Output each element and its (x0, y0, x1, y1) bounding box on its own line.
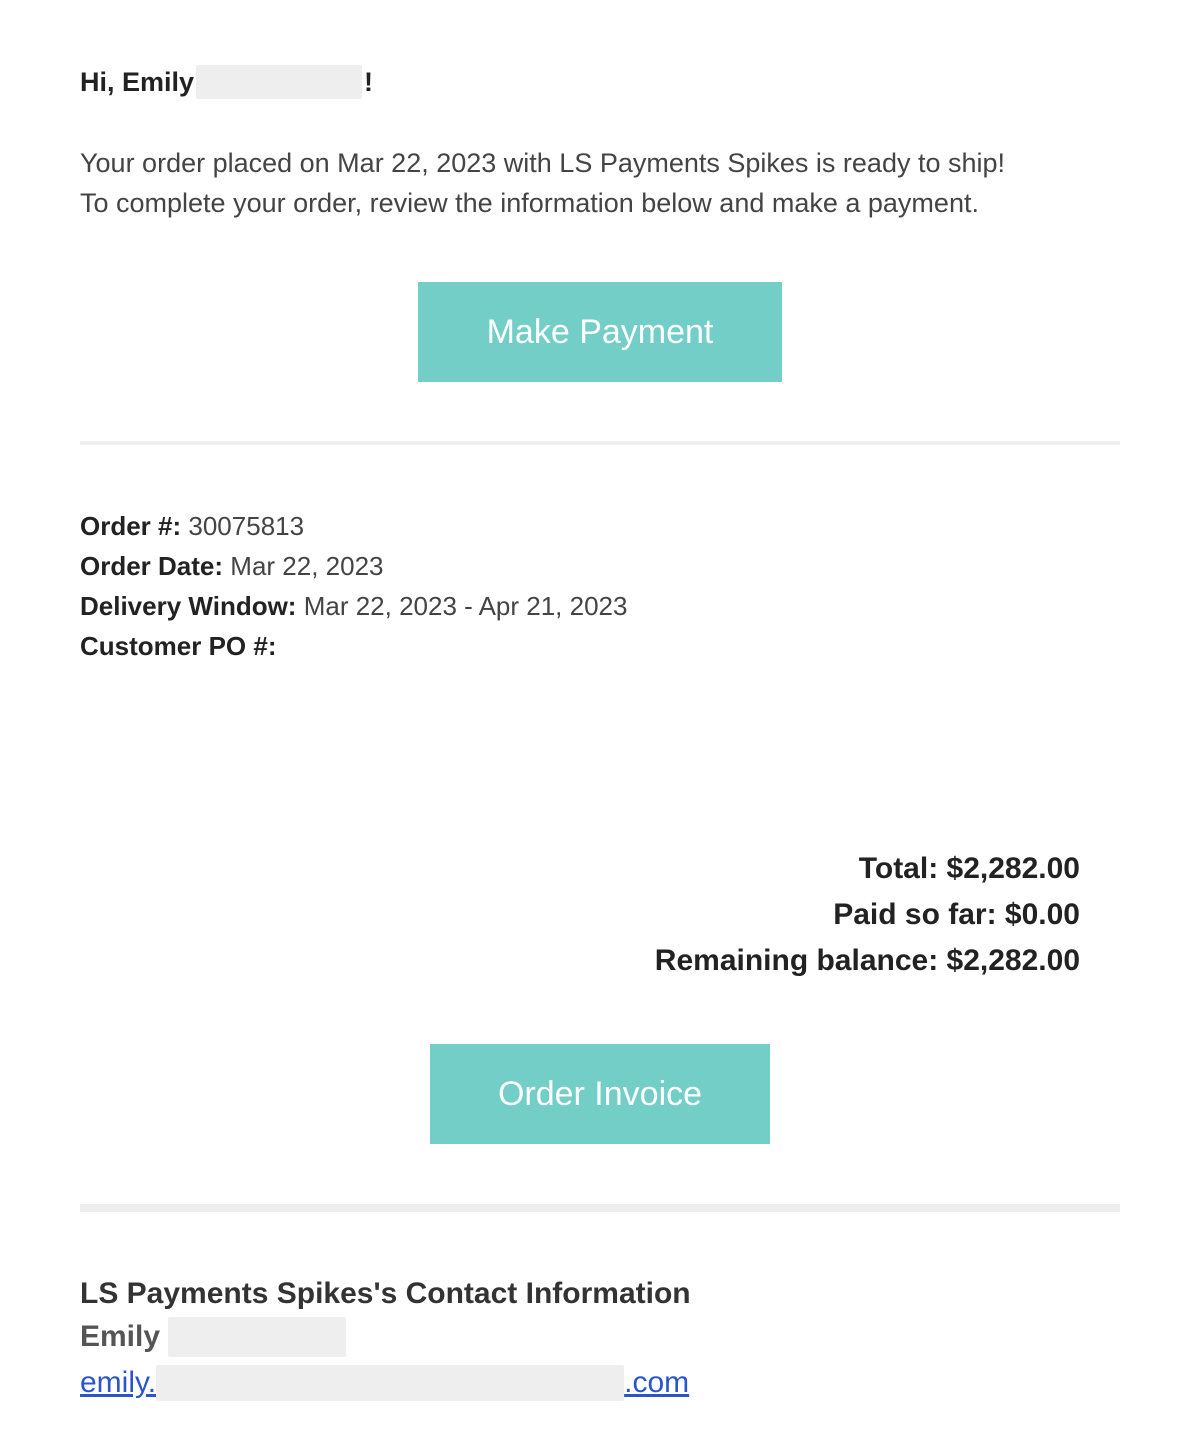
redacted-last-name (168, 1317, 346, 1357)
greeting (80, 64, 373, 100)
customer-po-row (80, 626, 627, 666)
email-prefix: emily. (80, 1366, 157, 1399)
customer-po-label: Customer PO #: (80, 631, 277, 661)
divider (80, 1204, 1120, 1212)
intro-message (80, 143, 1160, 223)
divider (80, 441, 1120, 445)
contact-email-link[interactable] (80, 1360, 691, 1406)
order-date-row (80, 546, 627, 586)
contact-info (80, 1274, 691, 1406)
paid-so-far: Paid so far: $0.00 (833, 898, 1080, 931)
order-date-label: Order Date: (80, 551, 224, 581)
contact-first-name: Emily (80, 1320, 161, 1353)
delivery-window-label: Delivery Window: (80, 591, 297, 621)
order-date-value: Mar 22, 2023 (230, 551, 384, 581)
contact-title: LS Payments Spikes's Contact Information (80, 1277, 691, 1310)
redacted-email (156, 1365, 624, 1401)
delivery-window-value: Mar 22, 2023 - Apr 21, 2023 (303, 591, 628, 621)
order-number-label: Order #: (80, 511, 182, 541)
greeting-prefix: Hi, Emily (80, 66, 195, 97)
make-payment-button[interactable]: Make Payment (418, 282, 782, 382)
intro-line-2: To complete your order, review the information below and make a payment. (80, 188, 979, 218)
delivery-window-row (80, 586, 627, 626)
order-invoice-button[interactable]: Order Invoice (430, 1044, 770, 1144)
intro-line-1: Your order placed on Mar 22, 2023 with LS Payments Spikes is ready to ship! (80, 148, 1006, 178)
order-totals (655, 846, 1080, 984)
greeting-suffix: ! (364, 66, 374, 97)
email-suffix: .com (624, 1366, 690, 1399)
order-number-row (80, 506, 627, 546)
order-number-value: 30075813 (188, 511, 305, 541)
order-details (80, 506, 627, 666)
contact-name (80, 1314, 691, 1360)
redacted-last-name (196, 65, 362, 99)
total-amount: Total: $2,282.00 (858, 852, 1080, 885)
remaining-balance: Remaining balance: $2,282.00 (654, 944, 1080, 977)
